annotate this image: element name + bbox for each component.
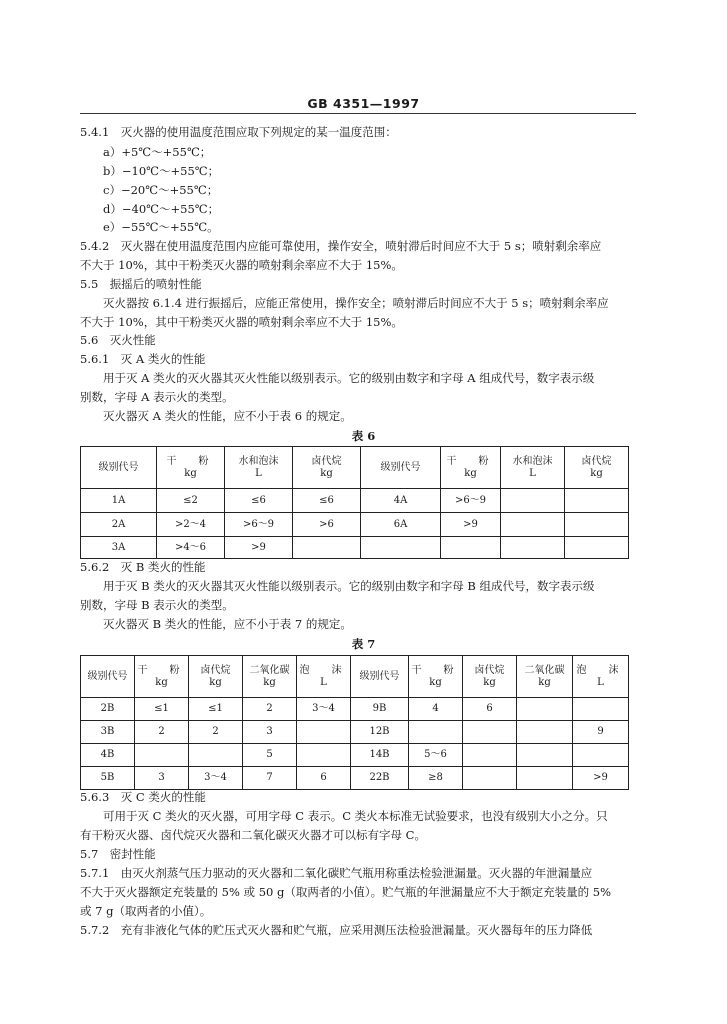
table-6 (80, 446, 629, 559)
clause-5-7-1-line1: 5.7.1 由灭火剂蒸气压力驱动的灭火器和二氧化碳贮气瓶用称重法检验泄漏量。灭火器的年泄漏量应 (80, 866, 593, 880)
table-6-header-row (81, 447, 629, 489)
table-header-cell: 级别代号 (81, 656, 135, 698)
table-cell: 3 (135, 767, 189, 790)
table-cell (297, 744, 351, 767)
table-row (81, 537, 629, 559)
table-header-cell: 泡 沫 L (573, 656, 629, 698)
clause-5-7-1-line3: 或 7 g（取两者的小值）。 (80, 904, 212, 918)
table-cell: ≤2 (157, 489, 225, 513)
table-cell: 2 (189, 721, 243, 744)
table-cell: 5～6 (409, 744, 463, 767)
table-row (81, 513, 629, 537)
table-row (81, 767, 629, 790)
table-cell (189, 744, 243, 767)
table-cell: 6 (297, 767, 351, 790)
document-header: GB 4351—1997 (307, 96, 420, 111)
clause-5-4-2-line1: 5.4.2 灭火器在使用温度范围内应能可靠使用，操作安全，喷射滞后时间应不大于 5 s；喷射剩余率应 (80, 239, 602, 253)
table-cell: 3 (243, 721, 297, 744)
table-header-cell: 卤代烷 kg (293, 447, 361, 489)
table-header-cell: 卤代烷 kg (565, 447, 629, 489)
table-header-cell: 级别代号 (351, 656, 409, 698)
table-cell (463, 721, 517, 744)
clause-5-6-3-title: 5.6.3 灭 C 类火的性能 (80, 790, 206, 804)
table-row (81, 721, 629, 744)
table-cell: 2B (81, 698, 135, 721)
table-cell (297, 721, 351, 744)
table-header-cell: 卤代烷 kg (463, 656, 517, 698)
table-cell: ≤1 (135, 698, 189, 721)
table-cell (463, 744, 517, 767)
table-cell (565, 513, 629, 537)
table-cell: ≥8 (409, 767, 463, 790)
table-header-cell: 干 粉 kg (157, 447, 225, 489)
table-cell: 4A (361, 489, 441, 513)
table-header-cell: 级别代号 (361, 447, 441, 489)
table-cell (441, 537, 501, 559)
table-7-header-row (81, 656, 629, 698)
clause-5-6-2-line3: 灭火器灭 B 类火的性能，应不小于表 7 的规定。 (103, 617, 352, 631)
table-cell (565, 537, 629, 559)
table-cell: 1A (81, 489, 157, 513)
table-cell: 12B (351, 721, 409, 744)
clause-5-5-title: 5.5 振摇后的喷射性能 (80, 277, 202, 291)
table-cell: 4 (409, 698, 463, 721)
table-cell: 14B (351, 744, 409, 767)
clause-5-6-3-line2: 有干粉灭火器、卤代烷灭火器和二氧化碳灭火器才可以标有字母 C。 (80, 828, 426, 842)
table-header-cell: 水和泡沫 L (501, 447, 565, 489)
table-cell (565, 489, 629, 513)
table-cell: >4～6 (157, 537, 225, 559)
table-cell: ≤6 (225, 489, 293, 513)
table-6-caption: 表 6 (351, 429, 376, 443)
range-b: b）−10℃～+55℃； (103, 164, 220, 178)
clause-5-5-line2: 不大于 10%，其中干粉类灭火器的喷射剩余率应不大于 15%。 (80, 315, 403, 329)
table-cell: 3A (81, 537, 157, 559)
table-cell: 7 (243, 767, 297, 790)
clause-5-7-title: 5.7 密封性能 (80, 847, 156, 861)
table-header-cell: 二氧化碳 kg (517, 656, 573, 698)
table-cell: >9 (441, 513, 501, 537)
table-header-cell: 卤代烷 kg (189, 656, 243, 698)
table-cell: >6～9 (441, 489, 501, 513)
clause-5-4-1: 5.4.1 灭火器的使用温度范围应取下列规定的某一温度范围： (80, 125, 397, 139)
table-cell: 2 (135, 721, 189, 744)
clause-5-6-1-title: 5.6.1 灭 A 类火的性能 (80, 352, 206, 366)
table-cell: 9B (351, 698, 409, 721)
table-cell: 3～4 (297, 698, 351, 721)
table-cell (517, 744, 573, 767)
range-a: a）+5℃～+55℃； (103, 145, 212, 159)
table-cell: >2～4 (157, 513, 225, 537)
table-cell: 2 (243, 698, 297, 721)
clause-5-6-2-title: 5.6.2 灭 B 类火的性能 (80, 560, 206, 574)
table-header-cell: 干 粉 kg (409, 656, 463, 698)
table-cell: ≤1 (189, 698, 243, 721)
table-header-cell: 水和泡沫 L (225, 447, 293, 489)
table-cell (517, 698, 573, 721)
table-row (81, 744, 629, 767)
table-cell: 9 (573, 721, 629, 744)
table-cell: >9 (225, 537, 293, 559)
clause-5-6-3-line1: 可用于灭 C 类火的灭火器，可用字母 C 表示。C 类火本标准无试验要求，也没有级别大小之分。只 (103, 809, 608, 823)
table-cell: 5B (81, 767, 135, 790)
table-cell: 3B (81, 721, 135, 744)
table-cell (517, 721, 573, 744)
table-cell: 4B (81, 744, 135, 767)
table-cell (293, 537, 361, 559)
table-cell (361, 537, 441, 559)
table-header-cell: 级别代号 (81, 447, 157, 489)
table-cell: 22B (351, 767, 409, 790)
table-cell (135, 744, 189, 767)
table-header-cell: 泡 沫 L (297, 656, 351, 698)
table-cell: 3～4 (189, 767, 243, 790)
table-7-caption: 表 7 (351, 637, 376, 651)
clause-5-7-2-line1: 5.7.2 充有非液化气体的贮压式灭火器和贮气瓶，应采用测压法检验泄漏量。灭火器每年的压力降低 (80, 923, 593, 937)
table-row (81, 698, 629, 721)
clause-5-6-2-line1: 用于灭 B 类火的灭火器其灭火性能以级别表示。它的级别由数字和字母 B 组成代号，数字表示级 (103, 579, 595, 593)
clause-5-6-title: 5.6 灭火性能 (80, 333, 156, 347)
clause-5-7-1-line2: 不大于灭火器额定充装量的 5% 或 50 g（取两者的小值）。贮气瓶的年泄漏量应不大于额定充装量的 5% (80, 885, 612, 899)
table-cell (501, 537, 565, 559)
table-cell: >9 (573, 767, 629, 790)
range-e: e）−55℃～+55℃。 (103, 220, 219, 234)
table-header-cell: 干 粉 kg (135, 656, 189, 698)
table-cell: 2A (81, 513, 157, 537)
table-cell (573, 744, 629, 767)
header-rule (80, 113, 636, 114)
clause-5-6-1-line3: 灭火器灭 A 类火的性能，应不小于表 6 的规定。 (103, 409, 352, 423)
table-cell (501, 489, 565, 513)
clause-5-4-2-line2: 不大于 10%，其中干粉类灭火器的喷射剩余率应不大于 15%。 (80, 258, 403, 272)
clause-5-6-2-line2: 别数，字母 B 表示火的类型。 (80, 598, 234, 612)
clause-5-6-1-line2: 别数，字母 A 表示火的类型。 (80, 390, 234, 404)
table-header-cell: 干 粉 kg (441, 447, 501, 489)
table-cell: 5 (243, 744, 297, 767)
clause-5-5-line1: 灭火器按 6.1.4 进行振摇后，应能正常使用，操作安全；喷射滞后时间应不大于 5 s；喷射剩余率应 (103, 296, 609, 310)
table-row (81, 489, 629, 513)
table-cell: >6 (293, 513, 361, 537)
clause-5-6-1-line1: 用于灭 A 类火的灭火器其灭火性能以级别表示。它的级别由数字和字母 A 组成代号，数字表示级 (103, 371, 595, 385)
range-d: d）−40℃～+55℃； (103, 202, 220, 216)
table-cell (573, 698, 629, 721)
table-cell: 6A (361, 513, 441, 537)
table-cell: ≤6 (293, 489, 361, 513)
table-cell (409, 721, 463, 744)
table-cell (501, 513, 565, 537)
table-header-cell: 二氧化碳 kg (243, 656, 297, 698)
range-c: c）−20℃～+55℃； (103, 183, 219, 197)
table-cell (463, 767, 517, 790)
table-cell (517, 767, 573, 790)
table-cell: 6 (463, 698, 517, 721)
table-cell: >6～9 (225, 513, 293, 537)
table-7 (80, 655, 629, 790)
